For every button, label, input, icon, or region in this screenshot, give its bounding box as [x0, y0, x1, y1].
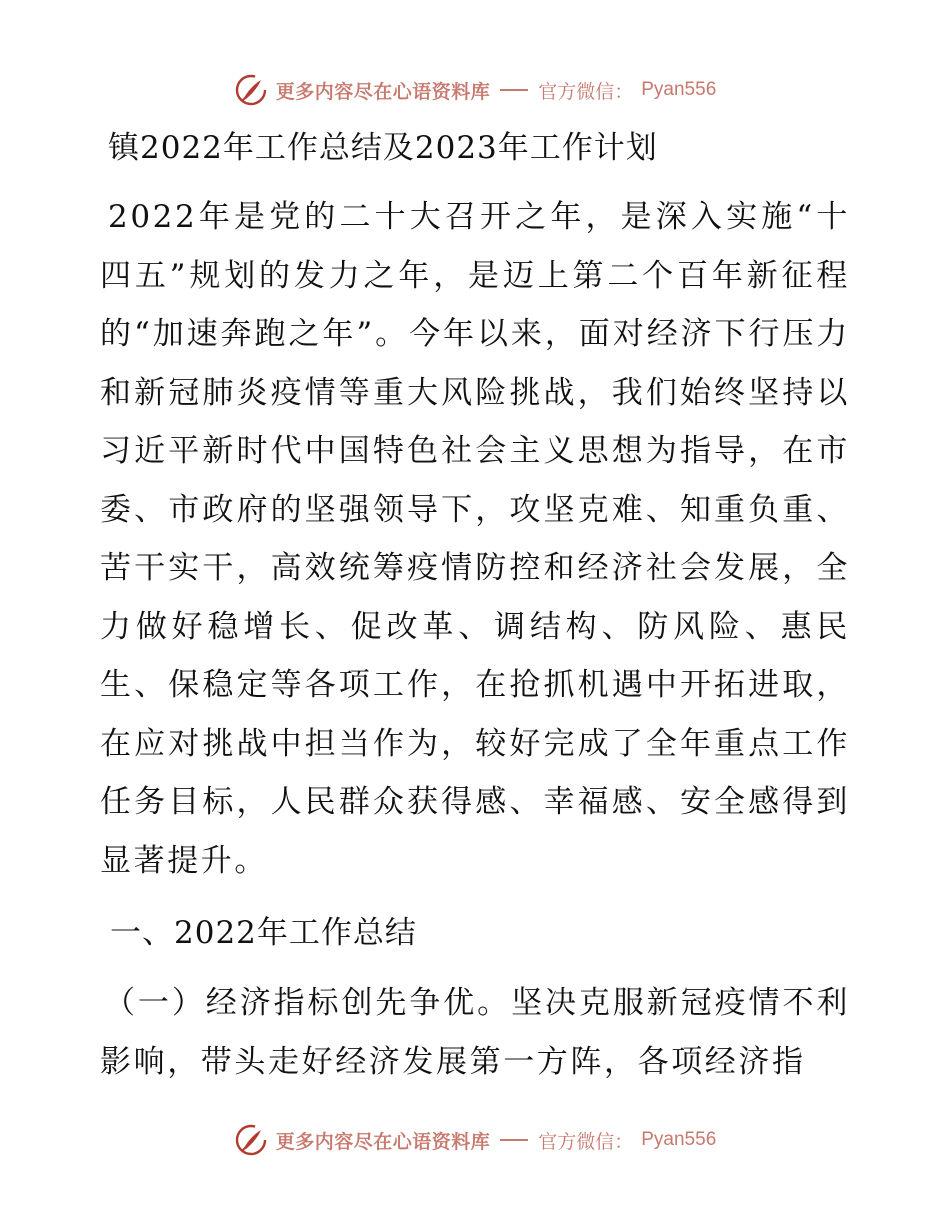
quill-pen-logo-icon: [234, 73, 268, 107]
subsection-paragraph: （一）经济指标创先争优。坚决克服新冠疫情不利影响，带头走好经济发展第一方阵，各项经济指: [100, 985, 850, 1080]
banner-wechat-id: Pyan556: [641, 1129, 717, 1150]
header-watermark-banner: [0, 70, 950, 110]
banner-official-label: 官方微信：: [538, 1130, 634, 1153]
section-heading: 一、2022年工作总结: [110, 915, 417, 951]
document-title: 镇2022年工作总结及2023年工作计划: [108, 130, 658, 166]
document-body: [100, 122, 850, 1105]
banner-official-label: 官方微信：: [538, 80, 634, 103]
banner-slogan: 更多内容尽在心语资料库: [275, 80, 491, 103]
banner-slogan: 更多内容尽在心语资料库: [275, 1130, 491, 1153]
intro-paragraph: 2022年是党的二十大召开之年，是深入实施“十四五”规划的发力之年，是迈上第二个百年新征程的“加速奔跑之年”。今年以来，面对经济下行压力和新冠肺炎疫情等重大风险挑战，我们始终坚持以习近平新时代中国特色社会主义思想为指导，在市委、市政府的坚强领导下，攻坚克难、知重负重、苦干实干，高效统筹疫情防控和经济社会发展，全力做好稳增长、促改革、调结构、防风险、惠民生、保稳定等各项工作，在抢抓机遇中开拓进取，在应对挑战中担当作为，较好完成了全年重点工作任务目标，人民群众获得感、幸福感、安全感得到显著提升。: [100, 199, 850, 879]
banner-dash: [500, 89, 528, 91]
footer-watermark-banner: [0, 1120, 950, 1160]
banner-dash: [500, 1139, 528, 1141]
banner-wechat-id: Pyan556: [641, 79, 717, 100]
quill-pen-logo-icon: [234, 1123, 268, 1157]
